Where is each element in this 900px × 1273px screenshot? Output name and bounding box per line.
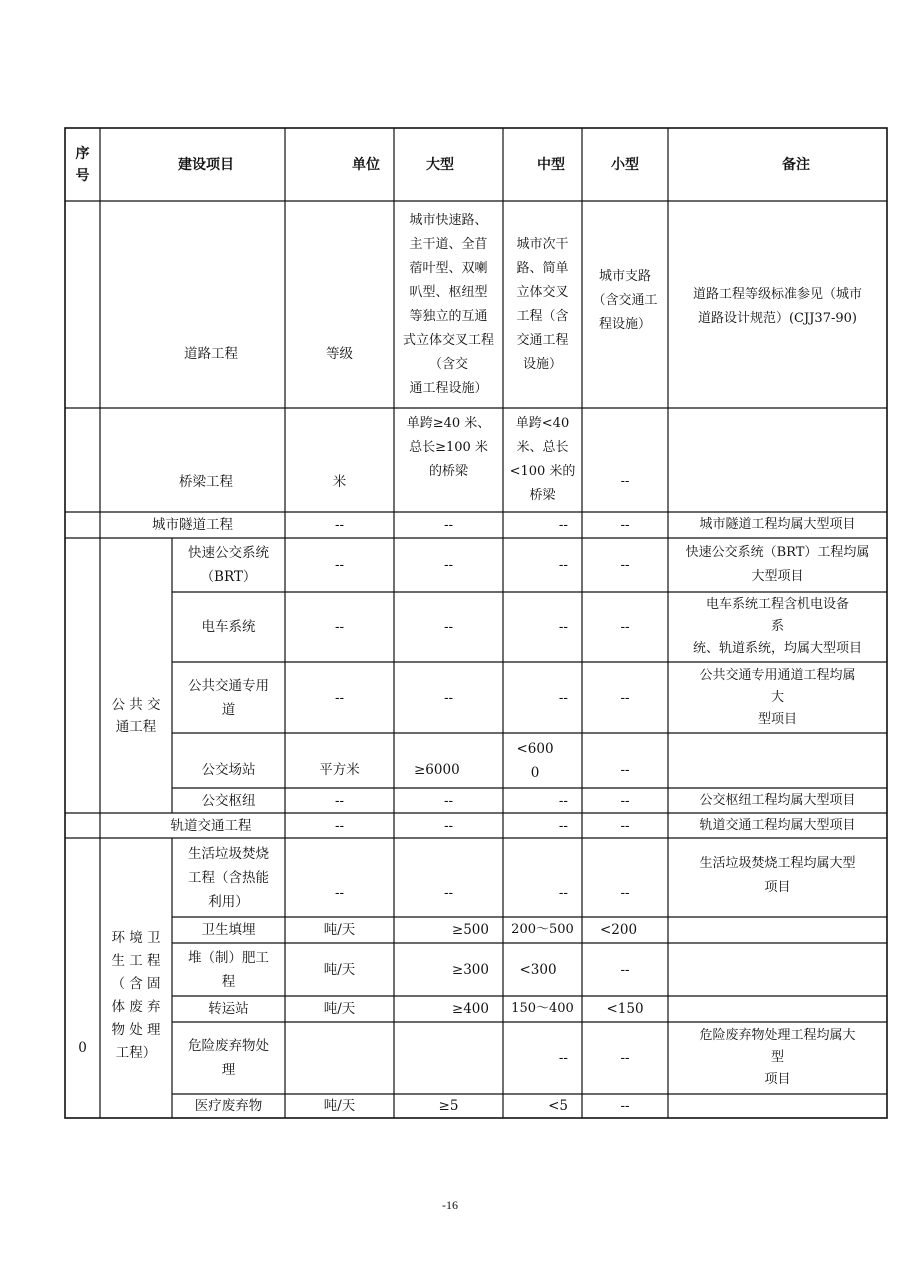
rail-unit: -- (334, 817, 345, 834)
hazardous-medium: -- (558, 1050, 568, 1066)
bus-lane-medium: -- (558, 689, 568, 706)
brt-remark: 快速公交系统（BRT）工程均属 大型项目 (685, 545, 870, 584)
header-small: 小型 (611, 156, 639, 173)
landfill-small: <200 (599, 922, 638, 938)
header-unit: 单位 (352, 156, 380, 173)
tram-unit: -- (334, 619, 345, 635)
road-medium: 城市次干 路、简单 立体交叉 工程（含 交通工程 设施） (516, 236, 569, 372)
hazardous-remark: 危险废弃物处理工程均属大 型 项目 (699, 1028, 856, 1087)
incineration-remark: 生活垃圾焚烧工程均属大型 项目 (699, 856, 856, 895)
tram-name: 电车系统 (201, 619, 256, 635)
medical-unit: 吨/天 (323, 1098, 356, 1114)
env-group-label: 环 境 卫 生 工 程 （ 含 固 体 废 弃 物 处 理 工程） (111, 929, 161, 1061)
bus-hub-name: 公交枢纽 (201, 792, 256, 809)
bus-lane-large: -- (443, 689, 454, 706)
road-unit: 等级 (326, 346, 353, 362)
tram-remark: 电车系统工程含机电设备 系 统、轨道系统，均属大型项目 (692, 597, 862, 656)
page-number: -16 (442, 1198, 458, 1212)
medical-small: -- (620, 1098, 630, 1114)
bus-station-large: ≥6000 (414, 762, 460, 778)
medical-large: ≥5 (438, 1098, 459, 1114)
compost-small: -- (620, 961, 630, 978)
incineration-unit: -- (334, 885, 345, 901)
tunnel-large: -- (443, 517, 454, 533)
landfill-name: 卫生填埋 (201, 922, 256, 938)
bridge-large: 单跨≥40 米、 总长≥100 米 的桥梁 (406, 416, 491, 479)
landfill-large: ≥500 (451, 922, 489, 938)
brt-medium: -- (558, 557, 568, 573)
bus-hub-remark: 公交枢纽工程均属大型项目 (699, 792, 856, 808)
rail-medium: -- (558, 817, 568, 834)
bus-station-name: 公交场站 (201, 762, 256, 778)
bridge-small: -- (620, 474, 630, 489)
bus-lane-small: -- (620, 689, 630, 706)
bus-station-unit: 平方米 (319, 762, 360, 778)
transfer-medium: 150～400 (511, 1001, 574, 1016)
medical-name: 医疗废弃物 (194, 1098, 263, 1114)
transfer-small: <150 (606, 1001, 644, 1017)
bus-hub-small: -- (620, 792, 630, 809)
transfer-unit: 吨/天 (323, 1001, 356, 1017)
bus-lane-name: 公共交通专用 道 (188, 677, 269, 718)
bus-hub-large: -- (443, 792, 454, 809)
bridge-medium: 单跨<40 米、总长 <100 米的 桥梁 (509, 416, 576, 503)
medical-medium: <5 (548, 1098, 568, 1114)
bridge-name: 桥梁工程 (179, 474, 233, 490)
bus-station-small: -- (620, 762, 630, 778)
hazardous-name: 危险废弃物处 理 (188, 1038, 269, 1078)
hazardous-small: -- (620, 1050, 630, 1066)
tunnel-remark: 城市隧道工程均属大型项目 (699, 517, 856, 532)
bridge-unit: 米 (332, 474, 347, 490)
tunnel-unit: -- (334, 517, 345, 533)
road-small: 城市支路 （含交通工 程设施） (592, 269, 658, 332)
incineration-small: -- (620, 885, 630, 901)
bus-lane-remark: 公共交通专用通道工程均属 大 型项目 (699, 667, 856, 727)
bus-lane-unit: -- (334, 689, 345, 706)
transfer-large: ≥400 (451, 1001, 489, 1017)
header-large: 大型 (426, 156, 454, 173)
rail-small: -- (620, 817, 630, 834)
compost-large: ≥300 (451, 961, 489, 978)
rail-name: 轨道交通工程 (170, 817, 252, 834)
tram-small: -- (620, 619, 630, 635)
landfill-unit: 吨/天 (323, 922, 356, 938)
compost-name: 堆（制）肥工 程 (188, 949, 269, 990)
bus-station-medium: <600 0 (516, 740, 554, 781)
bus-hub-unit: -- (334, 792, 345, 809)
incineration-medium: -- (558, 885, 568, 901)
brt-name: 快速公交系统 （BRT） (188, 545, 269, 585)
road-large: 城市快速路、 主干道、全苜 蓿叶型、双喇 叭型、枢纽型 等独立的互通 式立体交叉工程 （含交 通工程设施） (402, 212, 494, 396)
rail-remark: 轨道交通工程均属大型项目 (699, 817, 856, 833)
compost-medium: <300 (519, 961, 557, 978)
header-seq: 序 号 (75, 145, 90, 184)
tram-medium: -- (558, 619, 568, 635)
incineration-name: 生活垃圾焚烧 工程（含热能 利用） (188, 845, 269, 910)
road-remark: 道路工程等级标准参见（城市 道路设计规范）(CJJ37-90) (692, 287, 862, 326)
incineration-large: -- (443, 885, 454, 901)
brt-unit: -- (334, 557, 345, 573)
tunnel-small: -- (620, 517, 630, 533)
header-remark: 备注 (782, 156, 810, 173)
header-project: 建设项目 (178, 156, 234, 173)
header-medium: 中型 (537, 156, 565, 173)
brt-large: -- (443, 557, 454, 573)
transit-group-label: 公 共 交 通工程 (111, 696, 161, 735)
transfer-name: 转运站 (208, 1001, 249, 1017)
tunnel-medium: -- (558, 517, 568, 533)
brt-small: -- (620, 557, 630, 573)
tram-large: -- (443, 619, 454, 635)
env-seq: 0 (78, 1040, 87, 1056)
bus-hub-medium: -- (558, 792, 568, 809)
road-name: 道路工程 (184, 346, 238, 362)
landfill-medium: 200～500 (511, 922, 574, 937)
rail-large: -- (443, 817, 454, 834)
compost-unit: 吨/天 (323, 961, 356, 978)
tunnel-name: 城市隧道工程 (152, 517, 233, 533)
